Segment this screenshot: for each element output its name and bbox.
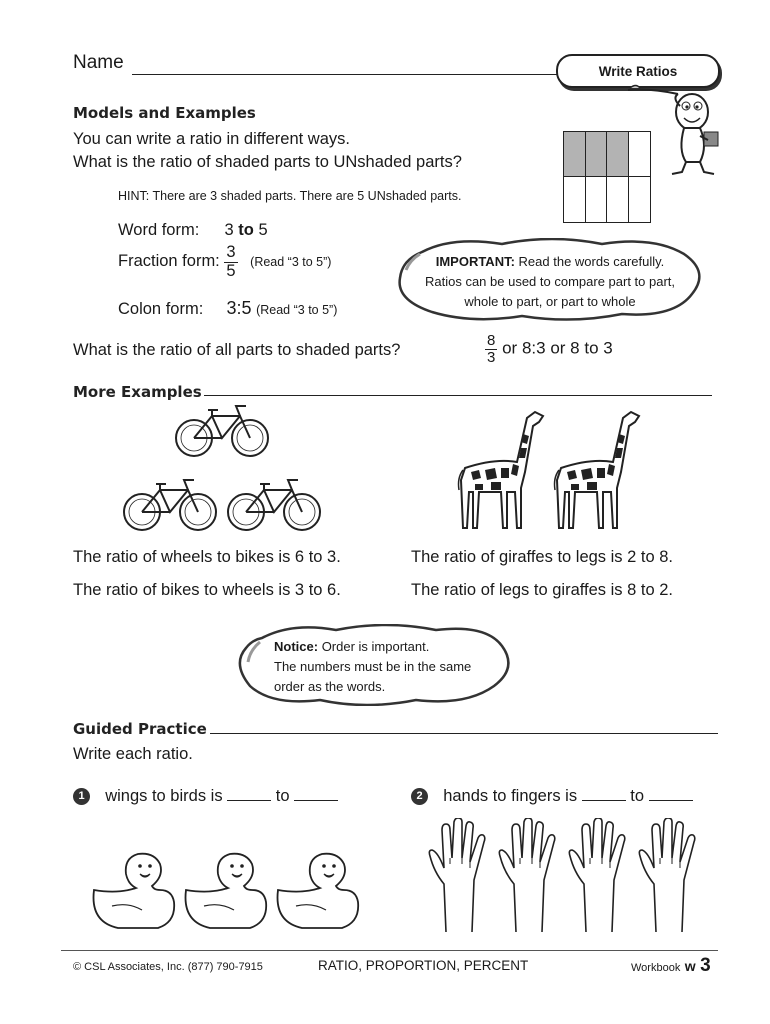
grid-cell-unshaded [607, 177, 629, 222]
grid-cell-shaded [607, 132, 629, 177]
footer-subject: RATIO, PROPORTION, PERCENT [318, 958, 529, 973]
word-form-row [118, 221, 268, 240]
fraction-form-row [118, 244, 331, 279]
hands-illustration [428, 818, 704, 934]
question-1-badge: 1 [73, 788, 90, 805]
bikes-ratio-line-2: The ratio of bikes to wheels is 3 to 6. [73, 581, 341, 599]
notice-text-3: order as the words. [274, 679, 386, 694]
name-line[interactable] [132, 74, 562, 75]
footer-page-number: 3 [700, 955, 711, 976]
more-examples-rule [204, 395, 712, 396]
fraction-num: 3 [226, 243, 236, 261]
answer-den: 3 [487, 349, 496, 366]
footer-page-prefix: w [684, 958, 696, 974]
fraction-read: (Read “3 to 5”) [250, 254, 332, 269]
question-1-text: wings to birds is [105, 787, 223, 805]
notice-text-1: Order is important. [321, 639, 430, 654]
question-2 [411, 786, 693, 806]
all-parts-question: What is the ratio of all parts to shaded parts? [73, 341, 401, 359]
word-form-label: Word form: [118, 221, 200, 239]
notice-label: Notice: [274, 639, 319, 654]
answer-or-2: or [550, 338, 566, 358]
ratio-grid-model [563, 131, 651, 223]
important-text-1: Read the words carefully. [518, 254, 665, 269]
important-label: IMPORTANT: [435, 254, 515, 269]
important-text-3: whole to part, or part to whole [464, 294, 636, 309]
question-2-to: to [630, 787, 645, 805]
fraction-3-5 [224, 244, 237, 279]
colon-form-row [118, 298, 337, 319]
question-2-badge: 2 [411, 788, 428, 805]
question-2-blank-a[interactable] [582, 786, 626, 801]
section-heading-guided: Guided Practice [73, 720, 207, 738]
question-2-text: hands to fingers is [443, 787, 578, 805]
footer-page [631, 955, 711, 977]
grid-cell-unshaded [564, 177, 586, 222]
fraction-den: 5 [226, 261, 236, 280]
intro-line-1: You can write a ratio in different ways. [73, 130, 350, 148]
question-1-blank-b[interactable] [294, 786, 338, 801]
footer-rule [61, 950, 718, 951]
answer-colon: 8:3 [521, 338, 546, 358]
grid-cell-unshaded [629, 132, 651, 177]
word-form-a: 3 [224, 221, 234, 239]
title-badge-text: Write Ratios [598, 64, 678, 79]
answer-words: 8 to 3 [570, 338, 613, 358]
word-form-to: to [238, 221, 254, 239]
question-1-to: to [275, 787, 290, 805]
answer-fraction [485, 333, 497, 365]
guided-instruction: Write each ratio. [73, 745, 193, 763]
notice-text-2: The numbers must be in the same [274, 659, 472, 674]
giraffes-ratio-line-2: The ratio of legs to giraffes is 8 to 2. [411, 581, 674, 599]
section-heading-models: Models and Examples [73, 104, 256, 122]
footer-workbook-label: Workbook [631, 962, 681, 974]
all-parts-answer [485, 333, 613, 365]
hint-text: HINT: There are 3 shaded parts. There are 5 UNshaded parts. [118, 189, 462, 203]
grid-cell-shaded [586, 132, 608, 177]
ducks-illustration [88, 850, 374, 934]
notice-callout [274, 637, 471, 697]
grid-cell-unshaded [629, 177, 651, 222]
word-form-b: 5 [258, 221, 268, 239]
answer-num: 8 [487, 332, 496, 349]
question-2-blank-b[interactable] [649, 786, 693, 801]
section-heading-more-examples: More Examples [73, 383, 202, 401]
guided-rule [210, 733, 718, 734]
grid-cell-unshaded [586, 177, 608, 222]
intro-line-2: What is the ratio of shaded parts to UNshaded parts? [73, 153, 462, 171]
colon-read: (Read “3 to 5”) [256, 303, 338, 317]
name-label: Name [73, 52, 124, 73]
colon-form-label: Colon form: [118, 300, 204, 318]
answer-or-1: or [502, 338, 518, 358]
bicycles-illustration [118, 402, 328, 538]
important-callout [402, 252, 698, 312]
question-1 [73, 786, 338, 806]
colon-value: 3:5 [226, 298, 252, 318]
grid-cell-shaded [564, 132, 586, 177]
important-text-2: Ratios can be used to compare part to part, [424, 274, 676, 289]
fraction-form-label: Fraction form: [118, 252, 220, 270]
giraffes-ratio-line-1: The ratio of giraffes to legs is 2 to 8. [411, 548, 674, 566]
footer-copyright: © CSL Associates, Inc. (877) 790-7915 [73, 961, 263, 973]
question-1-blank-a[interactable] [227, 786, 271, 801]
bikes-ratio-line-1: The ratio of wheels to bikes is 6 to 3. [73, 548, 341, 566]
giraffes-illustration [455, 408, 655, 533]
